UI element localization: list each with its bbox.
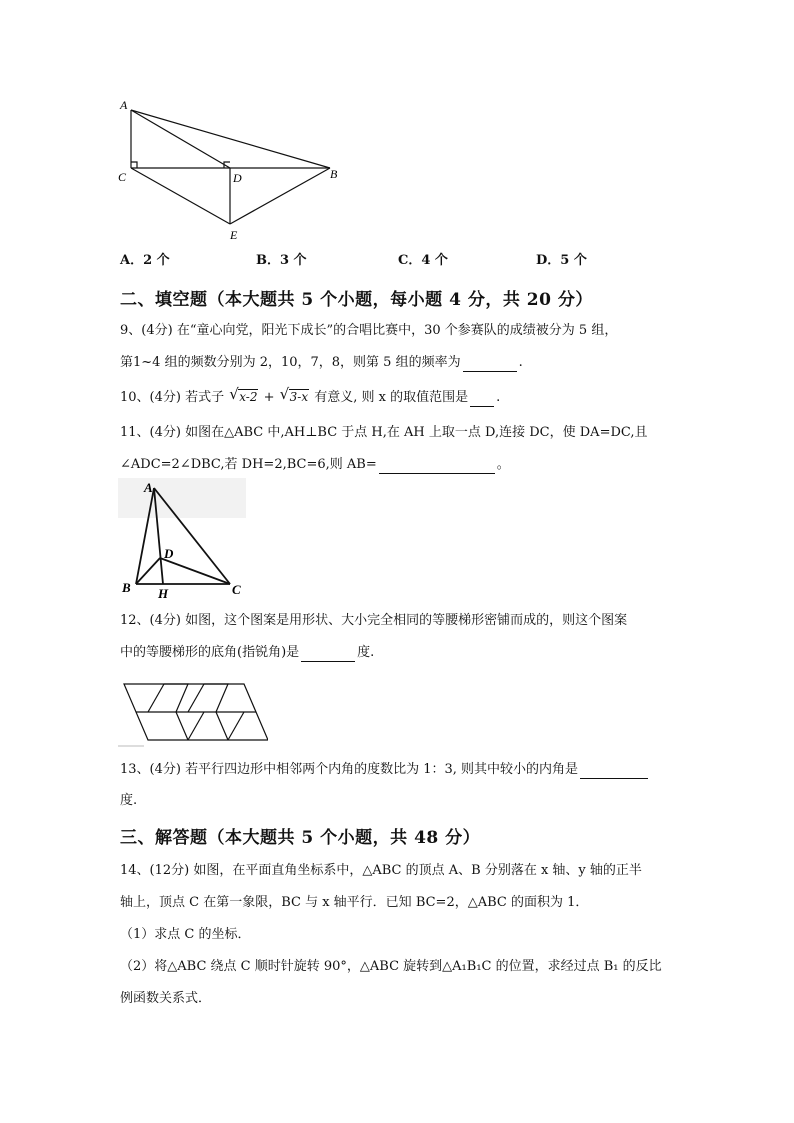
q12-line1: 12、(4分) 如图，这个图案是用形状、大小完全相同的等腰梯形密铺而成的，则这个图案 (120, 613, 628, 628)
right-angle-mark-C (131, 162, 137, 168)
segment-EB (230, 168, 330, 224)
segment-AB (131, 110, 330, 168)
q13-line1-text: 13、(4分) 若平行四边形中相邻两个内角的度数比为 1：3, 则其中较小的内角是 (120, 762, 579, 777)
label-B: B (122, 580, 131, 595)
tile-divider-1 (148, 684, 164, 712)
tile-left-lower (176, 712, 188, 740)
label-D: D (233, 171, 242, 185)
q8-option-b: B．3 个 (256, 253, 307, 268)
q10-plus: + (263, 390, 275, 405)
q8-option-c: C．4 个 (398, 253, 448, 268)
q14-part2-line2: 例函数关系式． (120, 991, 212, 1006)
segment-CE (131, 168, 230, 224)
q14-part1: （1）求点 C 的坐标． (120, 927, 251, 942)
q11-answer-blank[interactable] (379, 459, 495, 474)
q13-line1 (120, 761, 650, 779)
q9-line1: 9、(4分) 在“童心向党，阳光下成长”的合唱比赛中，30 个参赛队的成绩被分为 5 组， (120, 323, 618, 338)
q12-answer-blank[interactable] (301, 647, 355, 662)
segment-AD (131, 110, 230, 168)
label-H: H (158, 586, 169, 600)
q13-line2: 度. (120, 793, 138, 808)
tile-left-upper (164, 684, 188, 712)
q14-line2: 轴上，顶点 C 在第一象限，BC 与 x 轴平行．已知 BC=2，△ABC 的面积为 1． (120, 895, 589, 910)
label-C: C (232, 582, 241, 597)
q9-line2 (120, 354, 523, 372)
section2-title: 二、填空题（本大题共 5 个小题，每小题 4 分，共 20 分） (120, 290, 593, 310)
tile-divider-3 (188, 684, 204, 712)
q10-end: . (496, 390, 501, 405)
q10-radicand-2: 3-x (289, 390, 309, 404)
q9-line2-end: . (518, 355, 523, 370)
tile-right-upper (204, 684, 228, 712)
q10-mid: 有意义, 则 x 的取值范围是 (314, 390, 469, 405)
q11-line2-text: ∠ADC=2∠DBC,若 DH=2,BC=6,则 AB= (120, 457, 377, 472)
q10-answer-blank[interactable] (470, 392, 494, 407)
label-B: B (330, 167, 338, 181)
q10-radicand-1: x-2 (239, 390, 258, 404)
label-A: A (120, 98, 128, 112)
q11-line2-end: 。 (496, 457, 510, 472)
q8-option-a: A．2 个 (120, 253, 170, 268)
tile-divider-4 (228, 712, 244, 740)
q12-line2-text: 中的等腰梯形的底角(指锐角)是 (120, 645, 300, 660)
q9-answer-blank[interactable] (463, 357, 517, 372)
figure-q11 (118, 478, 248, 600)
q10-radical-2 (280, 388, 309, 407)
q12-line2-end: 度. (357, 645, 375, 660)
q13-answer-blank[interactable] (580, 764, 648, 779)
q14-line1: 14、(12分) 如图，在平面直角坐标系中，△ABC 的顶点 A、B 分别落在 x 轴、y 轴的正半 (120, 863, 642, 878)
q10-prefix: 10、(4分) 若式子 (120, 390, 225, 405)
figure-q8 (112, 96, 352, 246)
q10-radical-1 (229, 388, 258, 407)
label-D: D (164, 546, 174, 561)
q12-line2 (120, 644, 374, 662)
q11-line1: 11、(4分) 如图在△ABC 中,AH⊥BC 于点 H,在 AH 上取一点 D,连接 DC，使 DA=DC,且 (120, 425, 648, 440)
label-C: C (118, 170, 127, 184)
label-A: A (144, 480, 153, 495)
q8-option-d: D．5 个 (536, 253, 587, 268)
q9-line2-text: 第1~4 组的频数分别为 2，10，7，8，则第 5 组的频率为 (120, 355, 461, 370)
figure-q11-background-smudge (118, 478, 246, 518)
label-E: E (230, 228, 238, 242)
q14-part2-line1: （2）将△ABC 绕点 C 顺时针旋转 90°，△ABC 旋转到△A₁B₁C 的位置，求经过点 B₁ 的反比 (120, 959, 662, 974)
q11-line2 (120, 456, 510, 474)
q10-line (120, 388, 500, 407)
figure-q12 (118, 678, 268, 750)
tile-divider-2 (188, 712, 204, 740)
tile-right-lower (216, 712, 228, 740)
section3-title: 三、解答题（本大题共 5 个小题，共 48 分） (120, 828, 481, 848)
